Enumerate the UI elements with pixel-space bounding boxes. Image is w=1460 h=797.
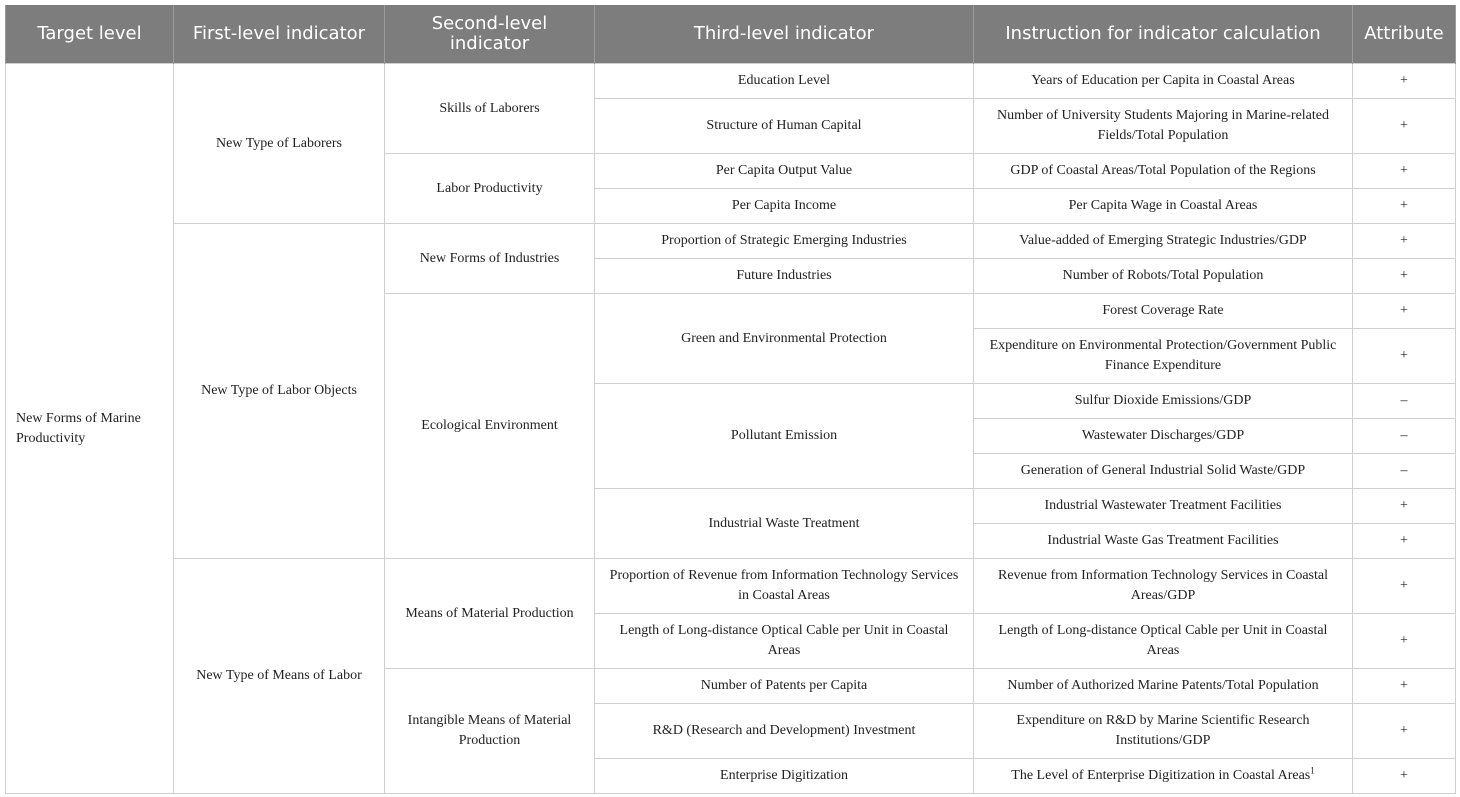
attribute-cell: + [1353,669,1456,704]
third-level-cell: Structure of Human Capital [595,99,974,154]
second-level-cell: Ecological Environment [385,294,595,559]
calc-cell [974,559,1353,614]
third-level-cell: Per Capita Output Value [595,154,974,189]
second-level-cell: New Forms of Industries [385,224,595,294]
attribute-cell: + [1353,614,1456,669]
calc-cell [974,759,1353,794]
calc-text: Length of Long-distance Optical Cable per Unit in Coastal Areas [998,623,1328,658]
third-level-cell: Proportion of Revenue from Information Technology Services in Coastal Areas [595,559,974,614]
calc-cell: Years of Education per Capita in Coastal Areas [974,64,1353,99]
third-level-cell: Green and Environmental Protection [595,294,974,384]
third-level-cell: Proportion of Strategic Emerging Industries [595,224,974,259]
header-row [6,5,1456,64]
third-level-cell: Pollutant Emission [595,384,974,489]
third-level-cell: Future Industries [595,259,974,294]
third-level-cell: Enterprise Digitization [595,759,974,794]
calc-text: The Level of Enterprise Digitization in Coastal Areas [1011,768,1311,783]
third-level-cell: Industrial Waste Treatment [595,489,974,559]
calc-text: Value-added of Emerging Strategic Industries/GDP [1019,233,1307,248]
calc-cell: Number of University Students Majoring in Marine-related Fields/Total Population [974,99,1353,154]
calc-cell [974,524,1353,559]
table-row [6,224,1456,259]
calc-text: Sulfur Dioxide Emissions/GDP [1074,393,1252,408]
table-row [6,64,1456,99]
attribute-cell: + [1353,524,1456,559]
second-level-cell: Means of Material Production [385,559,595,669]
calc-text: Expenditure on Environmental Protection/Government Public Finance Expenditure [989,338,1337,373]
first-level-cell: New Type of Labor Objects [174,224,385,559]
calc-cell [974,259,1353,294]
calc-text: Number of Authorized Marine Patents/Total Population [1007,678,1319,693]
header-calculation: Instruction for indicator calculation [974,5,1353,64]
attribute-cell: + [1353,329,1456,384]
third-level-cell: Education Level [595,64,974,99]
calc-cell [974,489,1353,524]
calc-text: Wastewater Discharges/GDP [1081,428,1245,443]
calc-text: Generation of General Industrial Solid Waste/GDP [1020,463,1306,478]
header-attribute: Attribute [1353,5,1456,64]
calc-cell: Per Capita Wage in Coastal Areas [974,189,1353,224]
attribute-cell: + [1353,259,1456,294]
header-target-level: Target level [6,5,174,64]
calc-text: Number of Robots/Total Population [1062,268,1264,283]
attribute-cell: + [1353,704,1456,759]
third-level-cell: Number of Patents per Capita [595,669,974,704]
target-cell: New Forms of Marine Productivity [6,64,174,794]
header-first-level: First-level indicator [174,5,385,64]
attribute-cell: – [1353,384,1456,419]
calc-cell [974,614,1353,669]
third-level-cell: Per Capita Income [595,189,974,224]
calc-cell [974,669,1353,704]
attribute-cell: + [1353,489,1456,524]
calc-cell [974,454,1353,489]
indicator-table [5,5,1456,794]
calc-text: Revenue from Information Technology Services in Coastal Areas/GDP [997,568,1328,603]
calc-cell [974,224,1353,259]
attribute-cell: + [1353,224,1456,259]
attribute-cell: + [1353,294,1456,329]
third-level-cell: R&D (Research and Development) Investment [595,704,974,759]
second-level-cell: Intangible Means of Material Production [385,669,595,794]
attribute-cell: + [1353,189,1456,224]
third-level-cell: Length of Long-distance Optical Cable per Unit in Coastal Areas [595,614,974,669]
calc-cell [974,384,1353,419]
second-level-cell: Labor Productivity [385,154,595,224]
header-second-level: Second-level indicator [385,5,595,64]
attribute-cell: + [1353,559,1456,614]
calc-cell [974,294,1353,329]
first-level-cell: New Type of Means of Labor [174,559,385,794]
calc-text: Industrial Waste Gas Treatment Facilities [1047,533,1279,548]
attribute-cell: + [1353,64,1456,99]
calc-text: Expenditure on R&D by Marine Scientific Research Institutions/GDP [1016,713,1310,748]
second-level-cell: Skills of Laborers [385,64,595,154]
calc-cell [974,419,1353,454]
header-third-level: Third-level indicator [595,5,974,64]
footnote-marker: 1 [1310,765,1315,776]
attribute-cell: – [1353,454,1456,489]
calc-cell: GDP of Coastal Areas/Total Population of the Regions [974,154,1353,189]
calc-text: Industrial Wastewater Treatment Facilities [1044,498,1282,513]
calc-cell [974,329,1353,384]
calc-text: Forest Coverage Rate [1102,303,1224,318]
attribute-cell: + [1353,99,1456,154]
attribute-cell: + [1353,154,1456,189]
attribute-cell: – [1353,419,1456,454]
calc-cell [974,704,1353,759]
first-level-cell: New Type of Laborers [174,64,385,224]
attribute-cell: + [1353,759,1456,794]
table-row [6,559,1456,614]
